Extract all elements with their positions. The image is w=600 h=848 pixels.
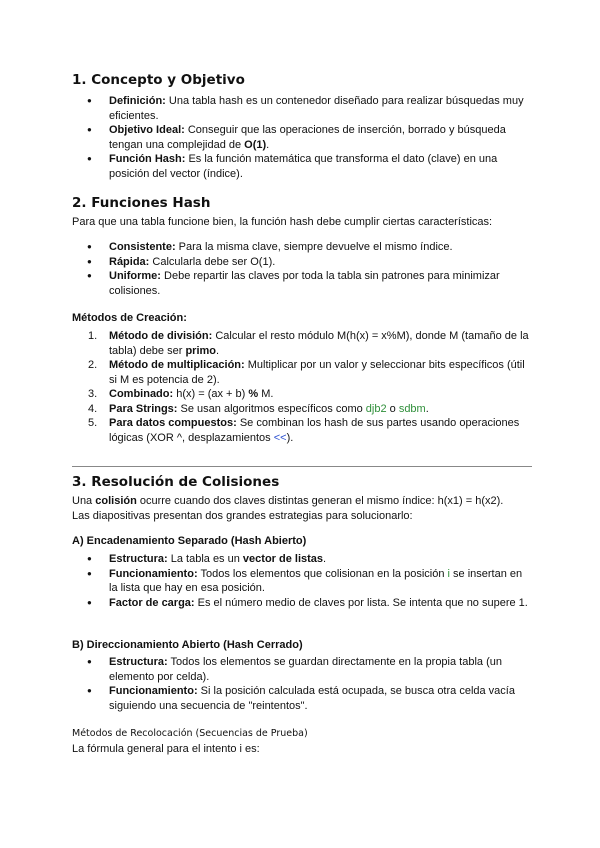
probe-methods-title: Métodos de Recolocación (Secuencias de Prueba) bbox=[72, 728, 308, 739]
section-1-title: 1. Concepto y Objetivo bbox=[72, 72, 245, 88]
list-item: ● Funcionamiento: Todos los elementos que colisionan en la posición i se insertan en la lista que hay en esa posición. bbox=[72, 567, 532, 596]
list-item: 1. Método de división: Calcular el resto módulo M(h(x) = x%M), donde M (tamaño de la tabla) debe ser primo. bbox=[88, 330, 529, 357]
list-item: ● Función Hash: Es la función matemática que transforma el dato (clave) en una posición del vector (índice). bbox=[72, 152, 532, 181]
methods-title: Métodos de Creación: bbox=[72, 312, 187, 324]
section-3-intro: Una colisión ocurre cuando dos claves distintas generan el mismo índice: h(x1) = h(x2). bbox=[72, 495, 504, 507]
list-item: 5. Para datos compuestos: Se combinan los hash de sus partes usando operaciones lógicas (XOR ^, desplazamientos <<). bbox=[88, 417, 520, 444]
list-item: ● Funcionamiento: Si la posición calculada está ocupada, se busca otra celda vacía siguiendo una secuencia de "reintentos". bbox=[72, 684, 532, 713]
list-item: ● Factor de carga: Es el número medio de claves por lista. Se intenta que no supere 1. bbox=[72, 596, 532, 611]
section-1-list bbox=[72, 94, 532, 181]
list-item: ● Rápida: Calcularla debe ser O(1). bbox=[72, 255, 532, 270]
list-item: ● Estructura: La tabla es un vector de listas. bbox=[72, 552, 532, 567]
subsection-b-list bbox=[72, 655, 532, 713]
section-2-title: 2. Funciones Hash bbox=[72, 195, 211, 211]
divider bbox=[72, 466, 532, 467]
list-item: ● Definición: Una tabla hash es un contenedor diseñado para realizar búsquedas muy eficientes. bbox=[72, 94, 532, 123]
list-item: 2. Método de multiplicación: Multiplicar por un valor y seleccionar bits específicos (útil si M es potencia de 2). bbox=[88, 359, 525, 386]
list-item: ● Consistente: Para la misma clave, siempre devuelve el mismo índice. bbox=[72, 240, 532, 255]
methods-list bbox=[72, 329, 532, 445]
subsection-a-list bbox=[72, 552, 532, 610]
section-2-list bbox=[72, 240, 532, 298]
subsection-b-title: B) Direccionamiento Abierto (Hash Cerrado) bbox=[72, 639, 303, 651]
list-item: 3. Combinado: h(x) = (ax + b) % M. bbox=[88, 388, 274, 400]
list-item: ● Uniforme: Debe repartir las claves por toda la tabla sin patrones para minimizar colisiones. bbox=[72, 269, 532, 298]
section-2-intro: Para que una tabla funcione bien, la función hash debe cumplir ciertas características: bbox=[72, 216, 493, 228]
list-item: ● Estructura: Todos los elementos se guardan directamente en la propia tabla (un elemento por celda). bbox=[72, 655, 532, 684]
list-item: ● Objetivo Ideal: Conseguir que las operaciones de inserción, borrado y búsqueda tengan una complejidad de O(1). bbox=[72, 123, 532, 152]
subsection-a-title: A) Encadenamiento Separado (Hash Abierto) bbox=[72, 535, 307, 547]
section-3-title: 3. Resolución de Colisiones bbox=[72, 474, 280, 490]
section-3-intro-2: Las diapositivas presentan dos grandes estrategias para solucionarlo: bbox=[72, 510, 413, 522]
list-item: 4. Para Strings: Se usan algoritmos específicos como djb2 o sdbm. bbox=[88, 402, 429, 415]
formula-intro: La fórmula general para el intento i es: bbox=[72, 743, 260, 755]
